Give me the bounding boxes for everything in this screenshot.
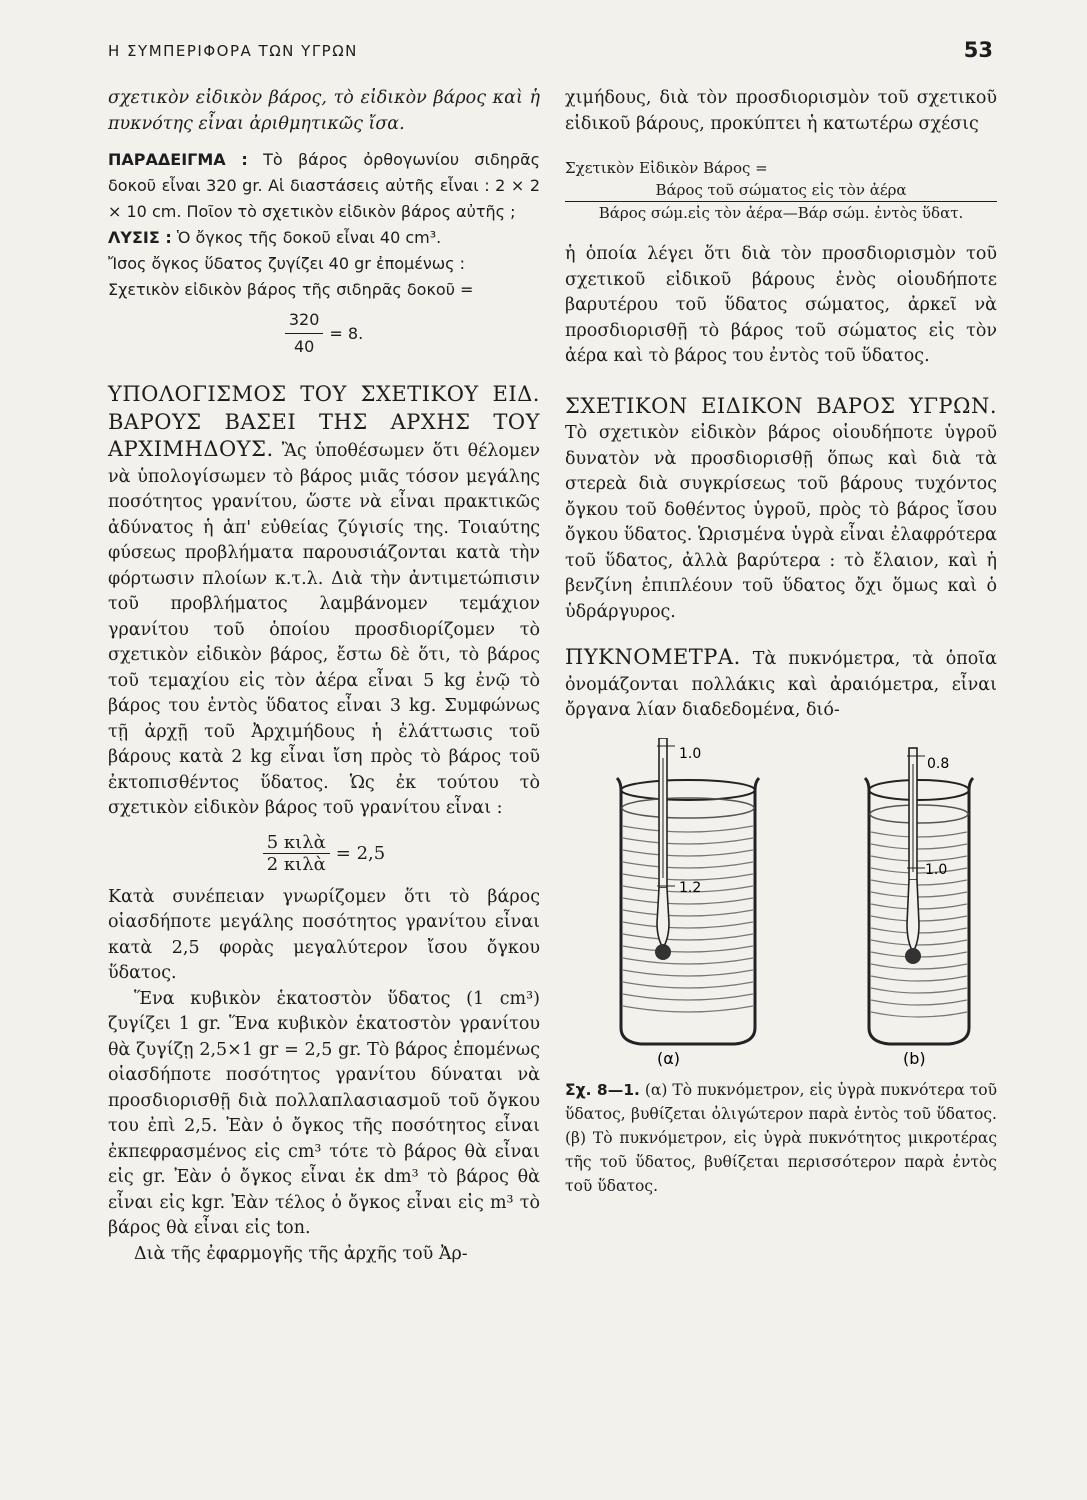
density-fraction — [108, 307, 540, 360]
liquids-heading: ΣΧΕΤΙΚΟΝ ΕΙΔΙΚΟΝ ΒΑΡΟΣ ΥΓΡΩΝ. — [565, 393, 997, 418]
fraction-denominator: 40 — [293, 337, 315, 356]
left-column — [108, 86, 540, 1267]
right-column — [565, 86, 997, 1198]
hydrometers-text: Τὰ πυκνόμετρα, τὰ ὁποῖα ὀνομάζονται πολλάκις καὶ ἀραιόμετρα, εἶναι ὄργανα λίαν διαδεδομένα, διό- — [565, 649, 997, 720]
page-number: 53 — [963, 38, 993, 62]
fraction-numerator: 320 — [285, 307, 324, 334]
hydrometer-drawing — [565, 738, 997, 1068]
caption-text: (α) Τὸ πυκνόμετρον, εἰς ὑγρὰ πυκνότερα τοῦ ὕδατος, βυθίζεται ὀλιγώτερον παρὰ ἐντὸς τοῦ ὕδατος. (β) Τὸ πυκνόμετρον, εἰς ὑγρὰ πυκνότητος μικροτέρας τῆς τοῦ ὕδατος, βυθίζεται περισσότερον παρὰ ἐντὸς τοῦ ὕδατος. — [565, 1080, 997, 1195]
solution-line-2: Ἴσος ὄγκος ὕδατος ζυγίζει 40 gr ἐπομένως : — [108, 254, 466, 273]
example-label: ΠΑΡΑΔΕΙΓΜΑ : — [108, 150, 248, 169]
example-block — [108, 147, 540, 225]
formula-lhs: Σχετικὸν Εἰδικὸν Βάρος = — [565, 159, 768, 177]
scale-b-mid: 1.0 — [925, 861, 948, 878]
granite-result: = 2,5 — [335, 842, 386, 864]
formula-numerator: Βάρος τοῦ σώματος εἰς τὸν ἀέρα — [565, 179, 997, 202]
scale-b-top: 0.8 — [927, 755, 950, 772]
granite-numerator: 5 κιλὰ — [263, 832, 330, 854]
scale-a-top: 1.0 — [679, 745, 702, 762]
hydrometer-figure — [565, 738, 997, 1068]
section-heading: ΥΠΟΛΟΓΙΣΜΟΣ ΤΟΥ ΣΧΕΤΙΚΟΥ ΕΙΔ. ΒΑΡΟΥΣ ΒΑΣΕΙ ΤΗΣ ΑΡΧΗΣ ΤΟΥ ΑΡΧΙΜΗΔΟΥΣ. — [108, 382, 540, 461]
example-text: Τὸ βάρος ὀρθογωνίου σιδηρᾶς δοκοῦ εἶναι 320 gr. Αἱ διαστάσεις αὐτῆς εἶναι : 2 × 2 × 10 cm. Ποῖον τὸ σχετικὸν εἰδικὸν βάρος αὐτῆς ; — [108, 150, 541, 221]
formula-fraction — [565, 179, 997, 224]
scale-a-mid: 1.2 — [679, 879, 702, 896]
hydrometers-section — [565, 645, 997, 724]
hydrometers-heading: ΠΥΚΝΟΜΕΤΡΑ. — [565, 645, 741, 669]
liquids-section — [565, 394, 997, 626]
specific-gravity-formula — [565, 157, 997, 224]
consequence-paragraph: Κατὰ συνέπειαν γνωρίζομεν ὅτι τὸ βάρος οἱασδήποτε μεγάλης ποσότητος γρανίτου εἶναι κατὰ 2,5 φορὰς μεγαλύτερον ἴσου ὄγκου ὕδατος. — [108, 886, 540, 983]
granite-denominator: 2 κιλὰ — [266, 853, 326, 875]
intro-paragraph: σχετικὸν εἰδικὸν βάρος, τὸ εἰδικὸν βάρος καὶ ἡ πυκνότης εἶναι ἀριθμητικῶς ἴσα. — [108, 88, 540, 134]
label-a: (α) — [657, 1048, 681, 1068]
formula-explanation: ἡ ὁποία λέγει ὅτι διὰ τὸν προσδιορισμὸν τοῦ σχετικοῦ εἰδικοῦ βάρους ἑνὸς οἱουδήποτε βαρυτέρου τοῦ ὕδατος σώματος, ἀρκεῖ νὰ προσδιορισθῇ τὸ βάρος τοῦ σώματος εἰς τὸν ἀέρα καὶ τὸ βάρος του ἐντὸς τοῦ ὕδατος. — [565, 244, 997, 366]
formula-denominator: Βάρος σώμ.εἰς τὸν ἀέρα—Βάρ σώμ. ἐντὸς ὕδατ. — [598, 204, 964, 222]
archimedes-section — [108, 382, 540, 822]
solution-label: ΛΥΣΙΣ : — [108, 228, 172, 247]
liquids-text: Τὸ σχετικὸν εἰδικὸν βάρος οἱουδήποτε ὑγροῦ δυνατὸν νὰ προσδιορισθῇ ὅπως καὶ διὰ τὰ στερεὰ διὰ συγκρίσεως τοῦ βάρους τυχόντος ὄγκου τοῦ δοθέντος ὑγροῦ, πρὸς τὸ βάρος ἴσου ὄγκου ὕδατος. Ὡρισμένα ὑγρὰ εἶναι ἐλαφρότερα τοῦ ὕδατος, ἀλλὰ βαρύτερα : τὸ ἔλαιον, καὶ ἡ βενζίνη ἐπιπλέουν τοῦ ὕδατος ὄχι ὅμως καὶ ὁ ὑδράργυρος. — [565, 423, 997, 622]
cylinder-b — [865, 748, 973, 1044]
solution-line-3: Σχετικὸν εἰδικὸν βάρος τῆς σιδηρᾶς δοκοῦ = — [108, 280, 474, 299]
fraction-result: = 8. — [329, 323, 364, 343]
section-text: Ἂς ὑποθέσωμεν ὅτι θέλομεν νὰ ὑπολογίσωμεν τὸ βάρος μιᾶς τόσον μεγάλης ποσότητος γρανίτου, ὥστε νὰ εἶναι πρακτικῶς ἀδύνατος ἡ ἀπ' εὐθείας ζύγισίς της. Τοιαύτης φύσεως προβλήματα παρουσιάζονται κατὰ τὴν φόρτωσιν πλοίων κ.τ.λ. Διὰ τὴν ἀντιμετώπισιν τοῦ προβλήματος λαμβάνομεν τεμάχιον γρανίτου τοῦ ὁποίου προσδιορίζομεν τὸ σχετικὸν εἰδικὸν βάρος, ἔστω δὲ ὅτι, τὸ βάρος τοῦ τεμαχίου εἰς τὸν ἀέρα εἶναι 5 kg ἐνῷ τὸ βάρος του ἐντὸς ὕδατος εἶναι 3 kg. Συμφώνως τῇ ἀρχῇ τοῦ Ἀρχιμήδους ἡ ἐλάττωσις τοῦ βάρους κατὰ 2 kg εἶναι ἴση πρὸς τὸ βάρος τοῦ ἐκτοπισθέντος ὕδατος. Ὡς ἐκ τούτου τὸ σχετικὸν εἰδικὸν βάρος τοῦ γρανίτου εἶναι : — [108, 441, 540, 818]
granite-fraction — [108, 832, 540, 875]
caption-label: Σχ. 8—1. — [565, 1080, 640, 1099]
figure-caption — [565, 1078, 997, 1198]
solution-line-1: Ὁ ὄγκος τῆς δοκοῦ εἶναι 40 cm³. — [176, 228, 442, 247]
cubic-paragraph: Ἕνα κυβικὸν ἑκατοστὸν ὕδατος (1 cm³) ζυγίζει 1 gr. Ἕνα κυβικὸν ἑκατοστὸν γρανίτου θὰ ζυγίζῃ 2,5×1 gr = 2,5 gr. Τὸ βάρος ἐπομένως οἱασδήποτε ποσότητος γρανίτου δύναται νὰ προσδιορισθῇ διὰ πολλαπλασιασμοῦ τοῦ ὄγκου του ἐπὶ 2,5. Ἐὰν ὁ ὄγκος τῆς ποσότητος εἶναι ἐκπεφρασμένος εἰς cm³ τότε τὸ βάρος θὰ εἶναι εἰς gr. Ἐὰν ὁ ὄγκος εἶναι ἐκ dm³ τὸ βάρος θὰ εἶναι εἰς kgr. Ἐὰν τέλος ὁ ὄγκος εἶναι εἰς m³ τὸ βάρος θὰ εἶναι εἰς ton. — [108, 988, 540, 1238]
continuation-paragraph: χιμήδους, διὰ τὸν προσδιορισμὸν τοῦ σχετικοῦ εἰδικοῦ βάρους, προκύπτει ἡ κατωτέρω σχέσις — [565, 88, 997, 134]
running-title: Η ΣΥΜΠΕΡΙΦΟΡΑ ΤΩΝ ΥΓΡΩΝ — [108, 42, 358, 60]
last-line: Διὰ τῆς ἐφαρμογῆς τῆς ἀρχῆς τοῦ Ἀρ- — [134, 1243, 468, 1264]
label-b: (b) — [903, 1048, 926, 1068]
solution-block — [108, 225, 540, 251]
